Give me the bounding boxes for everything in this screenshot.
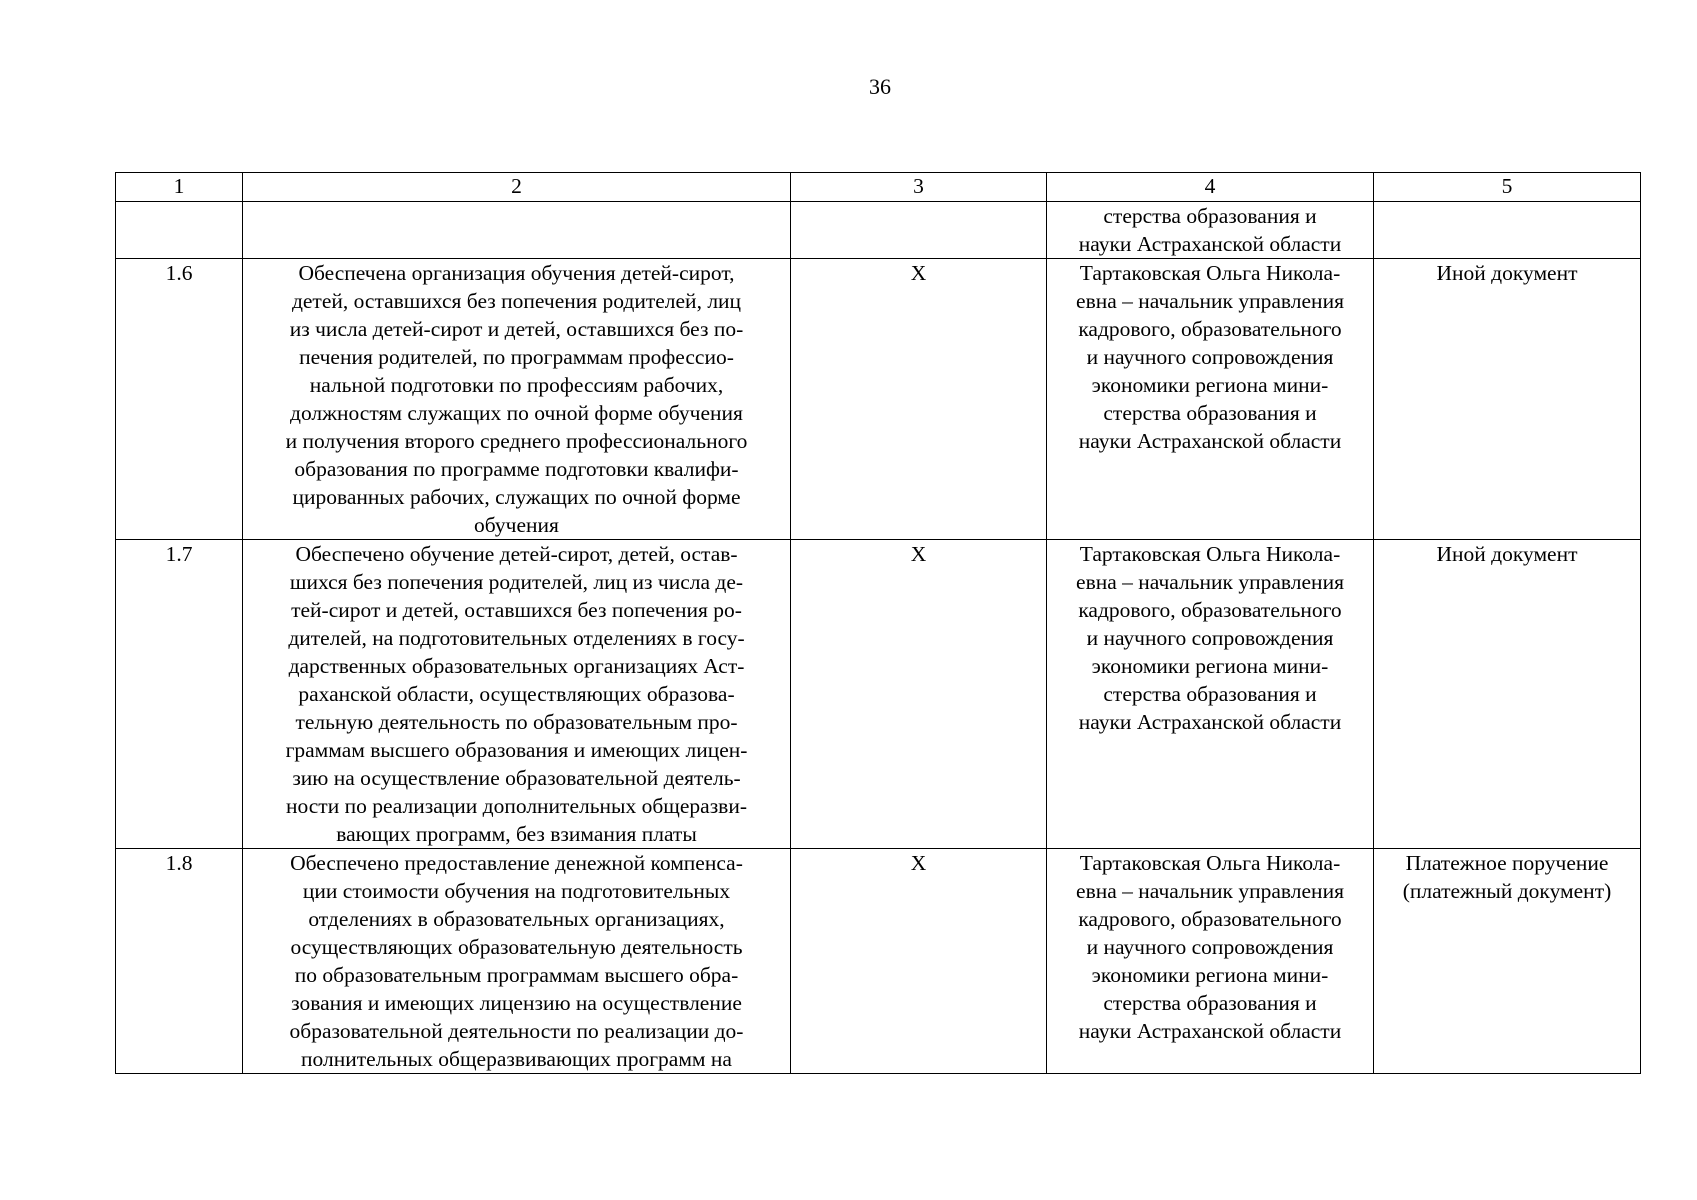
responsible-line: стерства образования и bbox=[1103, 204, 1317, 228]
header-cell-4: 4 bbox=[1047, 173, 1374, 202]
header-cell-2: 2 bbox=[243, 173, 791, 202]
responsible-cell bbox=[1047, 259, 1374, 540]
description-cell bbox=[243, 540, 791, 849]
page-number: 36 bbox=[869, 74, 891, 99]
responsible-line: евна – начальник управления bbox=[1076, 879, 1344, 903]
description-line: дителей, на подготовительных отделениях в госу- bbox=[288, 626, 745, 650]
description-line: должностям служащих по очной форме обучения bbox=[290, 401, 743, 425]
responsible-line: кадрового, образовательного bbox=[1078, 317, 1342, 341]
responsible-line: евна – начальник управления bbox=[1076, 289, 1344, 313]
document-line: Платежное поручение bbox=[1405, 851, 1609, 875]
document-line: Иной документ bbox=[1436, 542, 1578, 566]
row-number-cell bbox=[116, 202, 243, 259]
description-line: Обеспечена организация обучения детей-сирот, bbox=[298, 261, 735, 285]
description-line: из числа детей-сирот и детей, оставшихся без по- bbox=[289, 317, 744, 341]
description-line: зования и имеющих лицензию на осуществление bbox=[291, 991, 742, 1015]
description-line: зию на осуществление образовательной деятель- bbox=[292, 766, 741, 790]
responsible-line: и научного сопровождения bbox=[1086, 345, 1334, 369]
responsible-line: Тартаковская Ольга Никола- bbox=[1079, 542, 1341, 566]
description-cell bbox=[243, 849, 791, 1074]
responsible-line: науки Астраханской области bbox=[1078, 710, 1342, 734]
mark-cell bbox=[791, 202, 1047, 259]
responsible-line: стерства образования и bbox=[1103, 991, 1317, 1015]
responsible-line: евна – начальник управления bbox=[1076, 570, 1344, 594]
description-line: тей-сирот и детей, оставшихся без попечения ро- bbox=[291, 598, 742, 622]
row-number-cell: 1.8 bbox=[116, 849, 243, 1074]
measures-table bbox=[115, 172, 1641, 1074]
document-line: (платежный документ) bbox=[1402, 879, 1612, 903]
description-line: ности по реализации дополнительных общеразви- bbox=[285, 794, 748, 818]
responsible-line: и научного сопровождения bbox=[1086, 626, 1334, 650]
responsible-line: науки Астраханской области bbox=[1078, 232, 1342, 256]
document-line: Иной документ bbox=[1436, 261, 1578, 285]
responsible-line: стерства образования и bbox=[1103, 401, 1317, 425]
responsible-line: экономики региона мини- bbox=[1091, 963, 1329, 987]
table-row bbox=[116, 849, 1641, 1074]
header-cell-3: 3 bbox=[791, 173, 1047, 202]
document-cell bbox=[1374, 849, 1641, 1074]
description-line: Обеспечено обучение детей-сирот, детей, остав- bbox=[295, 542, 738, 566]
document-cell bbox=[1374, 540, 1641, 849]
description-line: обучения bbox=[474, 513, 559, 537]
mark-cell: X bbox=[791, 540, 1047, 849]
responsible-line: экономики региона мини- bbox=[1091, 654, 1329, 678]
responsible-line: кадрового, образовательного bbox=[1078, 598, 1342, 622]
responsible-line: Тартаковская Ольга Никола- bbox=[1079, 851, 1341, 875]
header-cell-1: 1 bbox=[116, 173, 243, 202]
table-header-row bbox=[116, 173, 1641, 202]
mark-cell: X bbox=[791, 259, 1047, 540]
responsible-line: экономики региона мини- bbox=[1091, 373, 1329, 397]
description-line: вающих программ, без взимания платы bbox=[336, 822, 697, 846]
description-line: отделениях в образовательных организациях, bbox=[308, 907, 725, 931]
description-cell bbox=[243, 259, 791, 540]
responsible-cell bbox=[1047, 540, 1374, 849]
description-line: образования по программе подготовки квалифи- bbox=[294, 457, 739, 481]
description-line: граммам высшего образования и имеющих лицен- bbox=[285, 738, 748, 762]
description-line: по образовательным программам высшего обра- bbox=[294, 963, 739, 987]
responsible-line: Тартаковская Ольга Никола- bbox=[1079, 261, 1341, 285]
responsible-line: кадрового, образовательного bbox=[1078, 907, 1342, 931]
description-line: детей, оставшихся без попечения родителей, лиц bbox=[291, 289, 742, 313]
description-line: и получения второго среднего профессионального bbox=[285, 429, 748, 453]
responsible-cell bbox=[1047, 202, 1374, 259]
description-line: нальной подготовки по профессиям рабочих, bbox=[309, 373, 724, 397]
description-line: полнительных общеразвивающих программ на bbox=[301, 1047, 732, 1071]
description-line: осуществляющих образовательную деятельность bbox=[290, 935, 743, 959]
description-line: дарственных образовательных организациях Аст- bbox=[288, 654, 745, 678]
description-line: ции стоимости обучения на подготовительных bbox=[302, 879, 731, 903]
responsible-line: науки Астраханской области bbox=[1078, 1019, 1342, 1043]
row-number-cell: 1.6 bbox=[116, 259, 243, 540]
description-line: шихся без попечения родителей, лиц из числа де- bbox=[289, 570, 744, 594]
description-line: Обеспечено предоставление денежной компенса- bbox=[290, 851, 743, 875]
header-cell-5: 5 bbox=[1374, 173, 1641, 202]
responsible-cell bbox=[1047, 849, 1374, 1074]
description-cell bbox=[243, 202, 791, 259]
description-line: печения родителей, по программам профессио- bbox=[299, 345, 734, 369]
document-cell bbox=[1374, 259, 1641, 540]
responsible-line: науки Астраханской области bbox=[1078, 429, 1342, 453]
table-row bbox=[116, 540, 1641, 849]
responsible-line: стерства образования и bbox=[1103, 682, 1317, 706]
table-row bbox=[116, 202, 1641, 259]
mark-cell: X bbox=[791, 849, 1047, 1074]
description-line: раханской области, осуществляющих образова- bbox=[298, 682, 735, 706]
row-number-cell: 1.7 bbox=[116, 540, 243, 849]
table-row bbox=[116, 259, 1641, 540]
description-line: образовательной деятельности по реализации до- bbox=[289, 1019, 744, 1043]
document-cell bbox=[1374, 202, 1641, 259]
description-line: тельную деятельность по образовательным про- bbox=[295, 710, 738, 734]
responsible-line: и научного сопровождения bbox=[1086, 935, 1334, 959]
description-line: цированных рабочих, служащих по очной форме bbox=[292, 485, 741, 509]
